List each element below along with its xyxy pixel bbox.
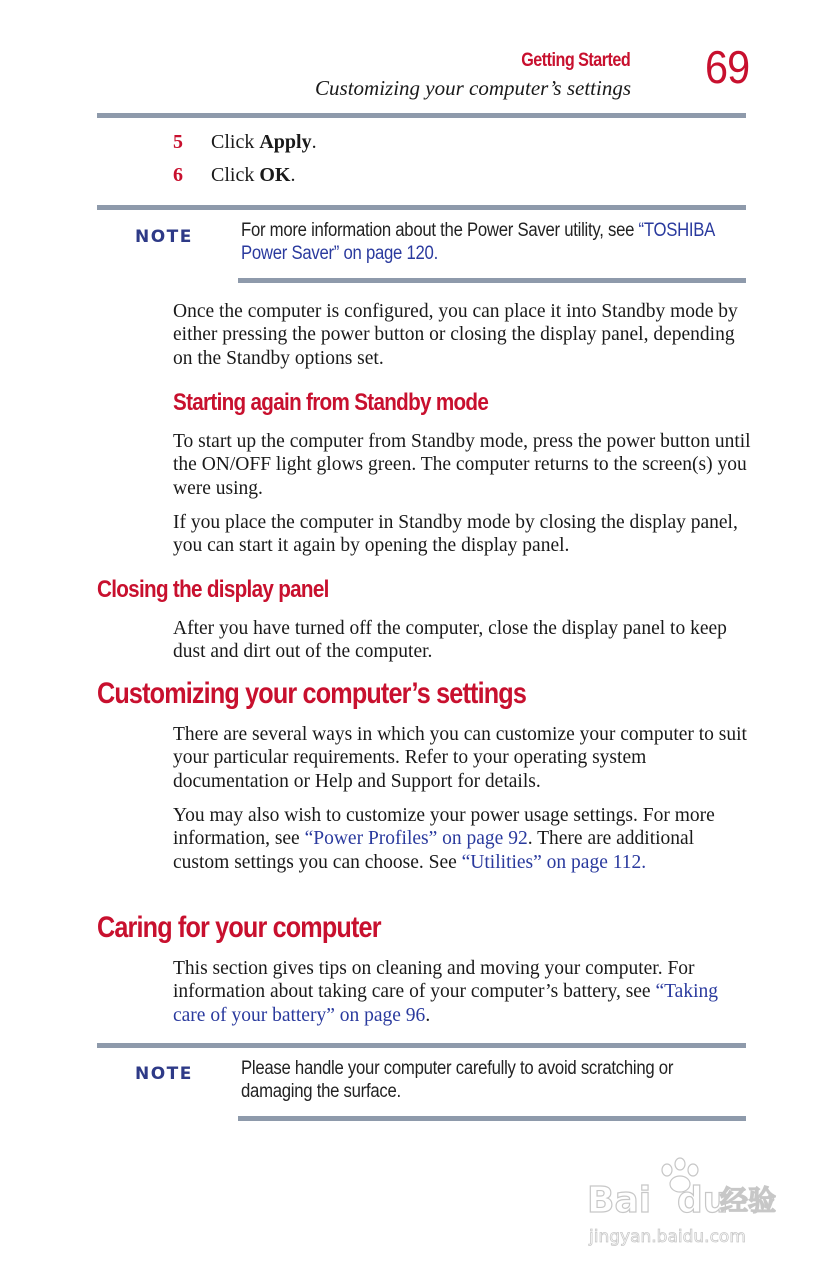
note-bottom-rule [238, 278, 746, 283]
step-number: 5 [173, 131, 183, 153]
paragraph-standby: Once the computer is configured, you can place it into Standby mode by either pressing the power button or closing the display panel, depending on the Standby options set. [173, 301, 738, 369]
step-text: Click Apply. [211, 131, 317, 153]
step-text: Click OK. [211, 164, 296, 186]
running-header-section: Getting Started [521, 50, 630, 71]
running-header-subsection: Customizing your computer’s settings [315, 76, 631, 100]
paragraph-closing-standby: If you place the computer in Standby mode by closing the display panel, you can start it again by opening the display panel. [173, 512, 738, 557]
note-bottom-rule [238, 1116, 746, 1121]
link-battery-care[interactable]: “Taking care of your battery” on page 96 [173, 981, 718, 1026]
watermark-url: jingyan.baidu.com [589, 1227, 746, 1247]
paragraph-customize-2: You may also wish to customize your power usage settings. For more information, see “Power Profiles” on page 92. There are additional custom settings you can choose. See “Utilities” on page 112. [173, 805, 715, 873]
subheading-starting-again: Starting again from Standby mode [173, 389, 489, 416]
paragraph-customize-1: There are several ways in which you can customize your computer to suit your particular requirements. Refer to your operating system documentation or Help and Support for details. [173, 724, 747, 792]
subheading-closing-panel: Closing the display panel [97, 576, 329, 603]
heading-caring: Caring for your computer [97, 911, 381, 944]
link-power-profiles[interactable]: “Power Profiles” on page 92 [304, 828, 528, 850]
link-utilities[interactable]: “Utilities” on page 112 [461, 851, 642, 873]
paragraph-caring: This section gives tips on cleaning and moving your computer. For information about taking care of your computer’s battery, see “Taking care of your battery” on page 96. [173, 958, 718, 1026]
note-link-power-saver[interactable]: “TOSHIBA Power Saver” on page 120 [241, 220, 715, 264]
note-top-rule [97, 1043, 746, 1048]
note-top-rule [97, 205, 746, 210]
watermark-cn: 经验 [720, 1184, 777, 1217]
heading-customizing: Customizing your computer’s settings [97, 677, 527, 710]
baidu-watermark-logo [585, 1150, 785, 1260]
note-text: Please handle your computer carefully to avoid scratching or damaging the surface. [241, 1058, 674, 1102]
paragraph-closing-panel: After you have turned off the computer, close the display panel to keep dust and dirt out of the computer. [173, 618, 727, 663]
paragraph-start-up: To start up the computer from Standby mode, press the power button until the ON/OFF light glows green. The computer returns to the screen(s) you were using. [173, 431, 751, 499]
step-number: 6 [173, 164, 183, 186]
watermark-brand: Bai [587, 1180, 652, 1221]
note-text: For more information about the Power Saver utility, see “TOSHIBA Power Saver” on page 120. [241, 220, 715, 264]
note-label: NOTE [135, 1064, 193, 1084]
watermark-brand-2: du [677, 1180, 729, 1221]
header-rule [97, 113, 746, 118]
note-label: NOTE [135, 227, 193, 247]
page-number: 69 [705, 41, 750, 93]
